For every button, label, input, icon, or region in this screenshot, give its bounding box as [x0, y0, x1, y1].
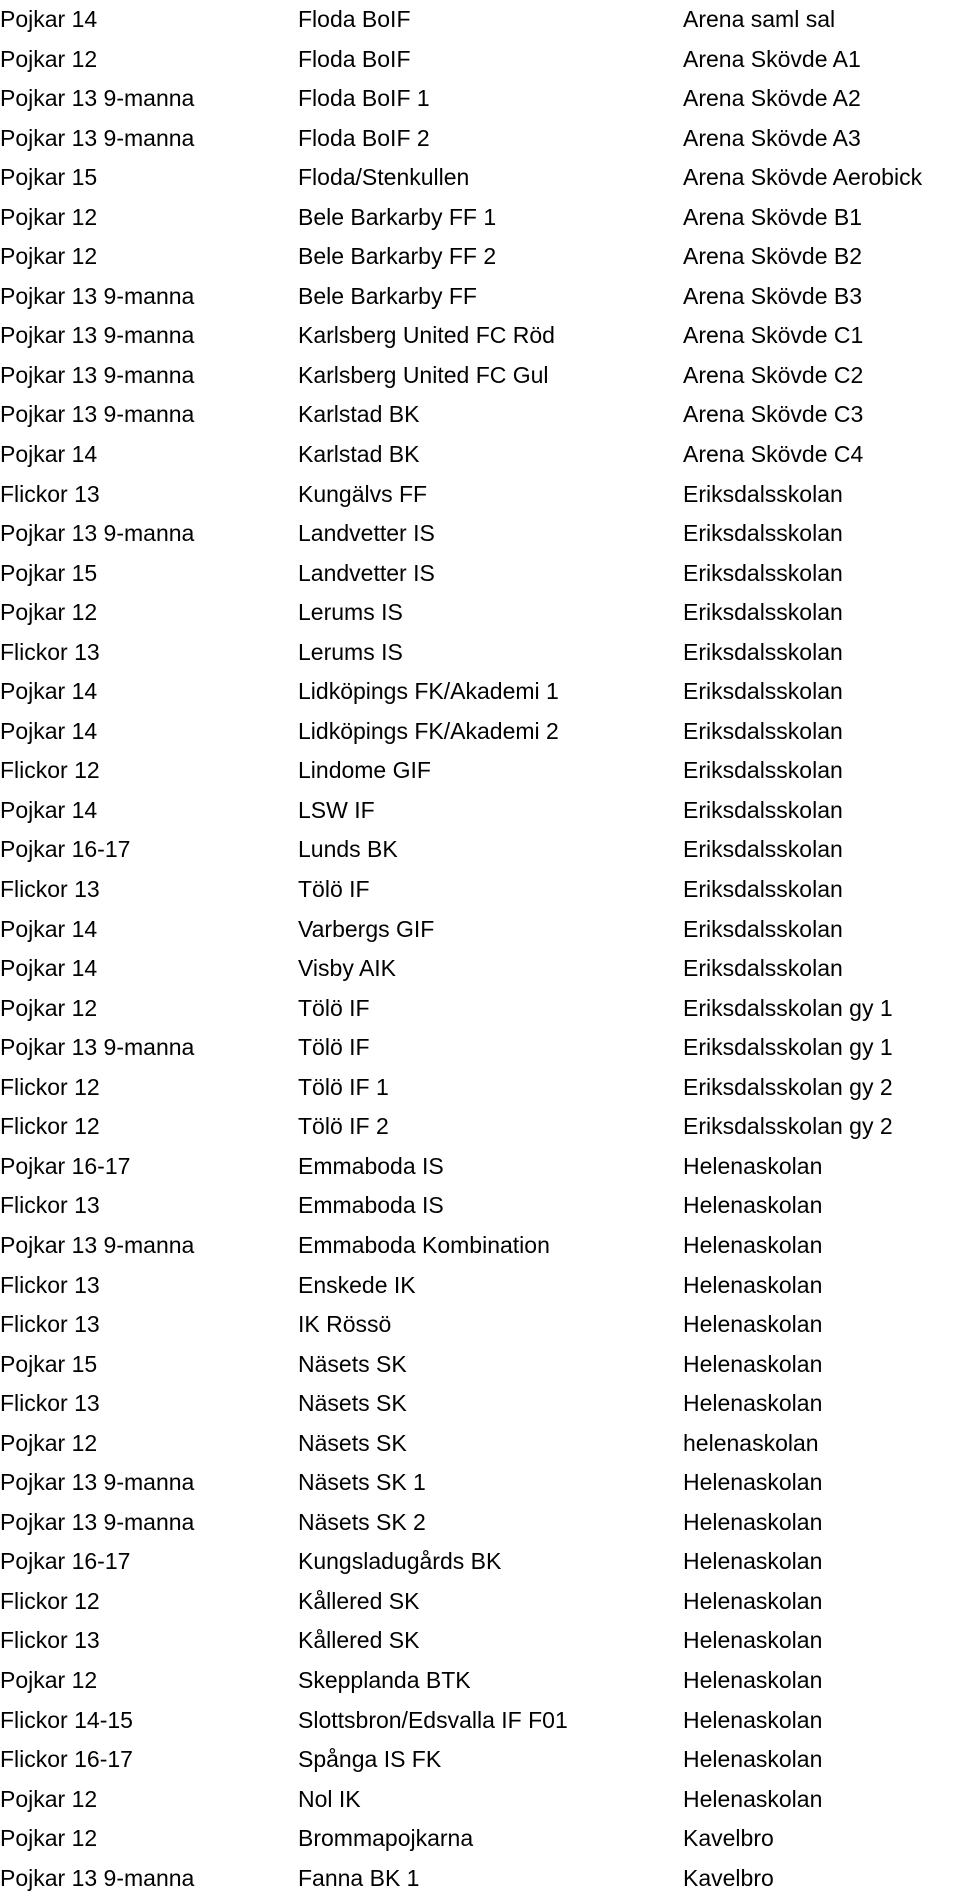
venue-cell: Arena Skövde A1	[683, 45, 861, 72]
table-row	[0, 1384, 960, 1424]
venue-cell: Eriksdalsskolan	[683, 520, 843, 547]
division-cell: Pojkar 15	[0, 1350, 98, 1377]
venue-cell: Eriksdalsskolan	[683, 678, 843, 705]
venue-cell: Helenaskolan	[683, 1548, 823, 1575]
table-row	[0, 1107, 960, 1147]
table-row	[0, 0, 960, 40]
team-cell: Floda BoIF	[298, 6, 411, 32]
table-row	[0, 1266, 960, 1306]
team-cell: Landvetter IS	[298, 520, 435, 547]
table-row	[0, 1305, 960, 1345]
table-row	[0, 1226, 960, 1266]
division-cell: Pojkar 14	[0, 6, 98, 32]
division-cell: Pojkar 13 9-manna	[0, 85, 195, 112]
team-cell: Tölö IF	[298, 876, 370, 903]
table-row	[0, 1424, 960, 1464]
division-cell: Pojkar 16-17	[0, 836, 131, 863]
venue-cell: Helenaskolan	[683, 1587, 823, 1614]
table-row	[0, 277, 960, 317]
team-cell: Karlsberg United FC Gul	[298, 361, 549, 388]
team-cell: Näsets SK	[298, 1350, 407, 1377]
division-cell: Pojkar 13 9-manna	[0, 1231, 195, 1258]
team-cell: Lerums IS	[298, 638, 403, 665]
venue-cell: Helenaskolan	[683, 1746, 823, 1773]
table-row	[0, 1542, 960, 1582]
team-cell: Lidköpings FK/Akademi 2	[298, 717, 559, 744]
team-cell: Emmaboda Kombination	[298, 1231, 550, 1258]
table-row	[0, 79, 960, 119]
table-row	[0, 475, 960, 515]
table-row	[0, 1701, 960, 1741]
division-cell: Pojkar 12	[0, 1666, 98, 1693]
division-cell: Pojkar 13 9-manna	[0, 124, 195, 151]
table-row	[0, 1463, 960, 1503]
team-cell: Varbergs GIF	[298, 915, 435, 942]
venue-cell: Eriksdalsskolan gy 2	[683, 1113, 893, 1140]
division-cell: Flickor 13	[0, 480, 100, 507]
division-cell: Pojkar 12	[0, 994, 98, 1021]
team-cell: Emmaboda IS	[298, 1192, 444, 1219]
team-cell: Slottsbron/Edsvalla IF F01	[298, 1706, 568, 1733]
division-cell: Pojkar 13 9-manna	[0, 520, 195, 547]
team-cell: Brommapojkarna	[298, 1825, 474, 1852]
venue-cell: Arena Skövde C2	[683, 361, 864, 388]
team-cell: LSW IF	[298, 796, 375, 823]
venue-cell: Kavelbro	[683, 1825, 774, 1852]
division-cell: Flickor 12	[0, 757, 100, 784]
team-cell: Karlstad BK	[298, 441, 420, 468]
venue-cell: Eriksdalsskolan gy 1	[683, 994, 893, 1021]
venue-cell: Helenaskolan	[683, 1152, 823, 1179]
venue-cell: Eriksdalsskolan	[683, 876, 843, 903]
table-row	[0, 158, 960, 198]
venue-cell: Arena Skövde B3	[683, 282, 863, 309]
venue-cell: Arena saml sal	[683, 6, 836, 32]
division-cell: Pojkar 13 9-manna	[0, 1508, 195, 1535]
table-row	[0, 356, 960, 396]
division-cell: Flickor 13	[0, 1627, 100, 1654]
division-cell: Flickor 14-15	[0, 1706, 133, 1733]
team-cell: Fanna BK 1	[298, 1864, 420, 1891]
division-cell: Pojkar 16-17	[0, 1152, 131, 1179]
venue-cell: Eriksdalsskolan	[683, 836, 843, 863]
division-cell: Flickor 13	[0, 876, 100, 903]
division-cell: Pojkar 12	[0, 243, 98, 270]
table-row	[0, 593, 960, 633]
division-cell: Pojkar 13 9-manna	[0, 1034, 195, 1061]
table-row	[0, 1503, 960, 1543]
team-cell: Skepplanda BTK	[298, 1666, 471, 1693]
venue-cell: Arena Skövde A2	[683, 85, 861, 112]
table-row	[0, 1068, 960, 1108]
division-cell: Pojkar 13 9-manna	[0, 282, 195, 309]
table-row	[0, 395, 960, 435]
division-cell: Flickor 13	[0, 1271, 100, 1298]
division-cell: Pojkar 12	[0, 599, 98, 626]
division-cell: Pojkar 15	[0, 559, 98, 586]
division-cell: Flickor 12	[0, 1587, 100, 1614]
table-row	[0, 910, 960, 950]
division-cell: Pojkar 13 9-manna	[0, 401, 195, 428]
team-cell: Näsets SK	[298, 1429, 407, 1456]
table-row	[0, 1661, 960, 1701]
team-cell: Karlsberg United FC Röd	[298, 322, 555, 349]
venue-cell: Helenaskolan	[683, 1627, 823, 1654]
team-cell: Kållered SK	[298, 1587, 420, 1614]
venue-cell: Eriksdalsskolan	[683, 757, 843, 784]
venue-cell: Arena Skövde Aerobick	[683, 164, 923, 191]
team-cell: Kungsladugårds BK	[298, 1548, 502, 1575]
table-row	[0, 751, 960, 791]
table-row	[0, 712, 960, 752]
table-row	[0, 830, 960, 870]
division-cell: Pojkar 14	[0, 915, 98, 942]
table-row	[0, 1582, 960, 1622]
team-cell: Lidköpings FK/Akademi 1	[298, 678, 559, 705]
table-row	[0, 237, 960, 277]
venue-cell: Helenaskolan	[683, 1666, 823, 1693]
team-cell: Lindome GIF	[298, 757, 431, 784]
team-cell: Tölö IF	[298, 1034, 370, 1061]
team-cell: Tölö IF 2	[298, 1113, 389, 1140]
division-cell: Pojkar 13 9-manna	[0, 1469, 195, 1496]
table-row	[0, 40, 960, 80]
venue-cell: Eriksdalsskolan	[683, 717, 843, 744]
venue-cell: Helenaskolan	[683, 1311, 823, 1338]
venue-cell: Helenaskolan	[683, 1785, 823, 1812]
table-row	[0, 1345, 960, 1385]
table-row	[0, 989, 960, 1029]
team-cell: Spånga IS FK	[298, 1746, 442, 1773]
team-cell: Lunds BK	[298, 836, 398, 863]
division-cell: Pojkar 14	[0, 717, 98, 744]
team-cell: Tölö IF 1	[298, 1073, 389, 1100]
venue-cell: Arena Skövde C3	[683, 401, 864, 428]
team-cell: Floda BoIF	[298, 45, 411, 72]
table-row	[0, 554, 960, 594]
team-cell: Bele Barkarby FF	[298, 282, 477, 309]
table-row	[0, 791, 960, 831]
venue-cell: Eriksdalsskolan gy 2	[683, 1073, 893, 1100]
division-cell: Flickor 13	[0, 1390, 100, 1417]
division-cell: Flickor 13	[0, 1311, 100, 1338]
table-row	[0, 633, 960, 673]
team-cell: Enskede IK	[298, 1271, 416, 1298]
division-cell: Pojkar 13 9-manna	[0, 322, 195, 349]
table-row	[0, 316, 960, 356]
division-cell: Pojkar 14	[0, 441, 98, 468]
table-row	[0, 198, 960, 238]
table-row	[0, 1028, 960, 1068]
division-cell: Pojkar 15	[0, 164, 98, 191]
venue-cell: Arena Skövde B2	[683, 243, 863, 270]
table-row	[0, 1740, 960, 1780]
venue-cell: Arena Skövde C1	[683, 322, 864, 349]
division-cell: Pojkar 13 9-manna	[0, 361, 195, 388]
team-cell: Emmaboda IS	[298, 1152, 444, 1179]
venue-cell: Eriksdalsskolan	[683, 559, 843, 586]
team-cell: Floda/Stenkullen	[298, 164, 470, 191]
table-row	[0, 1819, 960, 1859]
venue-cell: Helenaskolan	[683, 1350, 823, 1377]
division-cell: Pojkar 12	[0, 1785, 98, 1812]
team-cell: Karlstad BK	[298, 401, 420, 428]
division-cell: Pojkar 12	[0, 45, 98, 72]
division-cell: Pojkar 13 9-manna	[0, 1864, 195, 1891]
team-cell: Bele Barkarby FF 1	[298, 203, 497, 230]
team-cell: Kållered SK	[298, 1627, 420, 1654]
team-cell: Floda BoIF 1	[298, 85, 430, 112]
venue-cell: helenaskolan	[683, 1429, 819, 1456]
division-cell: Flickor 13	[0, 1192, 100, 1219]
division-cell: Pojkar 12	[0, 203, 98, 230]
division-cell: Pojkar 14	[0, 955, 98, 982]
division-cell: Pojkar 14	[0, 678, 98, 705]
team-cell: Näsets SK	[298, 1390, 407, 1417]
venue-cell: Helenaskolan	[683, 1390, 823, 1417]
division-cell: Pojkar 16-17	[0, 1548, 131, 1575]
venue-cell: Arena Skövde B1	[683, 203, 863, 230]
venue-cell: Eriksdalsskolan gy 1	[683, 1034, 893, 1061]
table-row	[0, 119, 960, 159]
table-row	[0, 435, 960, 475]
venue-cell: Eriksdalsskolan	[683, 915, 843, 942]
division-cell: Flickor 12	[0, 1113, 100, 1140]
venue-cell: Eriksdalsskolan	[683, 599, 843, 626]
division-cell: Pojkar 12	[0, 1825, 98, 1852]
venue-cell: Kavelbro	[683, 1864, 774, 1891]
table-row	[0, 514, 960, 554]
division-cell: Flickor 13	[0, 638, 100, 665]
venue-cell: Helenaskolan	[683, 1231, 823, 1258]
team-cell: Bele Barkarby FF 2	[298, 243, 497, 270]
division-cell: Pojkar 14	[0, 796, 98, 823]
division-cell: Flickor 16-17	[0, 1746, 133, 1773]
venue-cell: Arena Skövde A3	[683, 124, 861, 151]
team-cell: Landvetter IS	[298, 559, 435, 586]
team-cell: Näsets SK 2	[298, 1508, 426, 1535]
division-cell: Pojkar 12	[0, 1429, 98, 1456]
table-row	[0, 1621, 960, 1661]
venue-cell: Arena Skövde C4	[683, 441, 864, 468]
table-row	[0, 949, 960, 989]
venue-cell: Helenaskolan	[683, 1508, 823, 1535]
venue-cell: Helenaskolan	[683, 1469, 823, 1496]
team-cell: Floda BoIF 2	[298, 124, 430, 151]
venue-cell: Helenaskolan	[683, 1271, 823, 1298]
table-row	[0, 1186, 960, 1226]
division-cell: Flickor 12	[0, 1073, 100, 1100]
venue-cell: Eriksdalsskolan	[683, 480, 843, 507]
team-cell: Lerums IS	[298, 599, 403, 626]
venue-cell: Eriksdalsskolan	[683, 955, 843, 982]
team-cell: Kungälvs FF	[298, 480, 428, 507]
table-row	[0, 672, 960, 712]
table-row	[0, 870, 960, 910]
table-row	[0, 1859, 960, 1899]
venue-cell: Eriksdalsskolan	[683, 796, 843, 823]
venue-cell: Helenaskolan	[683, 1706, 823, 1733]
table-row	[0, 1780, 960, 1820]
venue-cell: Eriksdalsskolan	[683, 638, 843, 665]
team-cell: IK Rössö	[298, 1311, 392, 1338]
venue-cell: Helenaskolan	[683, 1192, 823, 1219]
table-row	[0, 1147, 960, 1187]
team-cell: Näsets SK 1	[298, 1469, 426, 1496]
team-cell: Visby AIK	[298, 955, 397, 982]
team-cell: Tölö IF	[298, 994, 370, 1021]
team-cell: Nol IK	[298, 1785, 361, 1812]
